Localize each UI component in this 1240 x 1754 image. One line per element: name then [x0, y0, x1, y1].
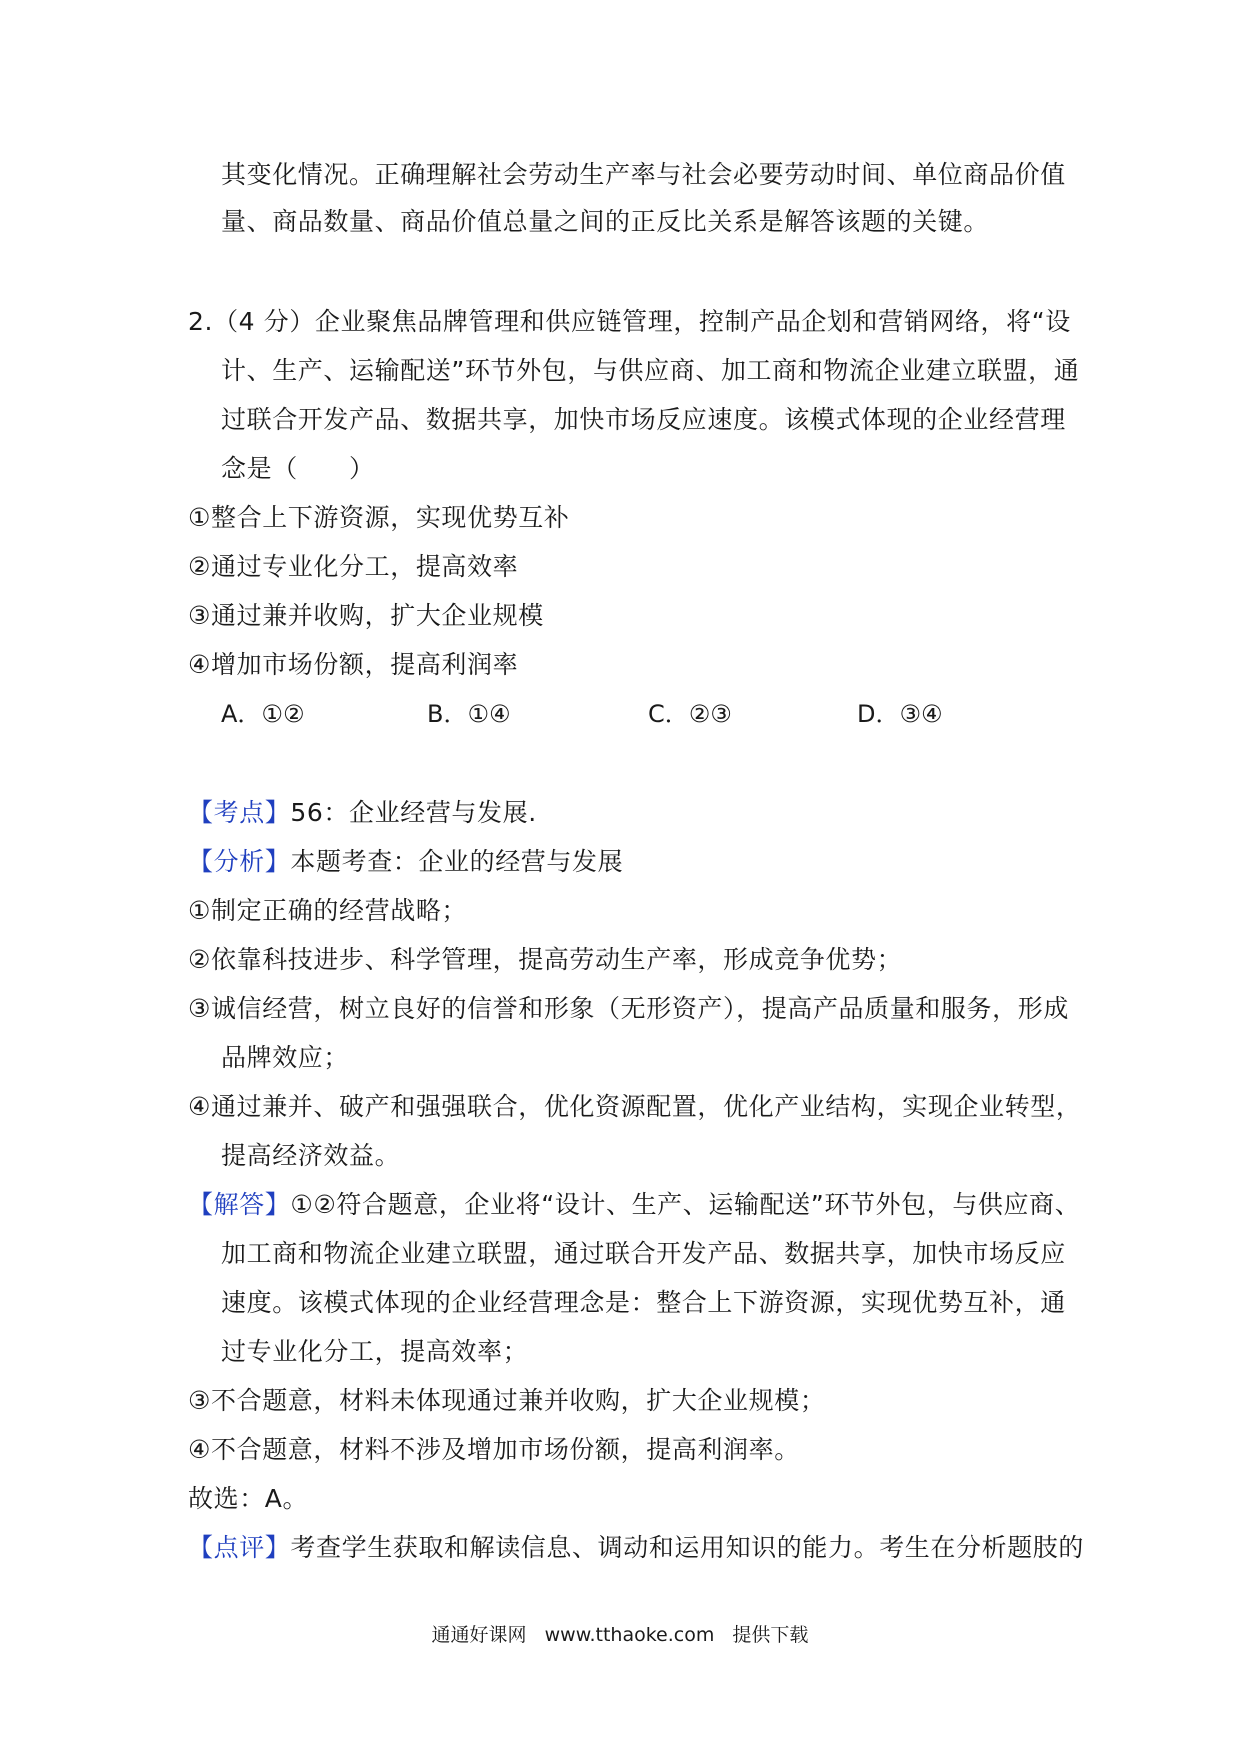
statement-4: ④增加市场份额，提高利润率 [188, 650, 519, 679]
fenxi-item-3: ③诚信经营，树立良好的信誉和形象（无形资产），提高产品质量和服务，形成 [188, 994, 1069, 1023]
option-d [857, 697, 943, 731]
jieda-line-2: 加工商和物流企业建立联盟，通过联合开发产品、数据共享，加快市场反应 [221, 1239, 1066, 1268]
dianping-text: 考查学生获取和解读信息、调动和运用知识的能力。考生在分析题肢的 [290, 1533, 1085, 1562]
dianping-tag: 【点评】 [188, 1533, 291, 1562]
question-number: 2. [188, 307, 214, 336]
jieda-section [188, 1188, 1080, 1222]
option-b-letter: B． [427, 700, 468, 728]
option-a-value: ①② [261, 700, 305, 728]
jieda-tag: 【解答】 [188, 1190, 291, 1219]
fenxi-tag: 【分析】 [188, 847, 291, 876]
jieda-line-5: ③不合题意，材料未体现通过兼并收购，扩大企业规模； [188, 1386, 826, 1415]
jieda-line-1: ①②符合题意，企业将“设计、生产、运输配送”环节外包，与供应商、 [290, 1190, 1081, 1219]
prev-comment-line-2: 量、商品数量、商品价值总量之间的正反比关系是解答该题的关键。 [221, 207, 990, 236]
question-line-1 [188, 305, 1071, 339]
fenxi-section [188, 845, 623, 879]
fenxi-text: 本题考查：企业的经营与发展 [290, 847, 624, 876]
dianping-section [188, 1531, 1084, 1565]
option-b [427, 697, 511, 731]
option-b-value: ①④ [467, 700, 511, 728]
answer-line: 故选：A。 [188, 1484, 309, 1513]
option-d-letter: D． [857, 700, 900, 728]
jieda-line-6: ④不合题意，材料不涉及增加市场份额，提高利润率。 [188, 1435, 800, 1464]
question-line-3: 过联合开发产品、数据共享，加快市场反应速度。该模式体现的企业经营理 [221, 405, 1066, 434]
option-d-value: ③④ [899, 700, 943, 728]
fenxi-item-1: ①制定正确的经营战略； [188, 896, 468, 925]
kaodian-text: 56：企业经营与发展. [290, 798, 537, 827]
fenxi-item-4-cont: 提高经济效益。 [221, 1141, 401, 1170]
statement-1: ①整合上下游资源，实现优势互补 [188, 503, 570, 532]
jieda-line-3: 速度。该模式体现的企业经营理念是：整合上下游资源，实现优势互补，通 [221, 1288, 1066, 1317]
kaodian-tag: 【考点】 [188, 798, 291, 827]
fenxi-item-2: ②依靠科技进步、科学管理，提高劳动生产率，形成竞争优势； [188, 945, 903, 974]
question-line-4: 念是（ ） [221, 454, 375, 483]
kaodian-section [188, 796, 537, 830]
option-a-letter: A． [221, 700, 262, 728]
question-line-2: 计、生产、运输配送”环节外包，与供应商、加工商和物流企业建立联盟，通 [221, 356, 1080, 385]
option-c-value: ②③ [688, 700, 732, 728]
question-score: （4 分） [213, 307, 315, 336]
fenxi-item-3-cont: 品牌效应； [221, 1043, 350, 1072]
page-footer [0, 1622, 1240, 1648]
statement-3: ③通过兼并收购，扩大企业规模 [188, 601, 544, 630]
statement-2: ②通过专业化分工，提高效率 [188, 552, 519, 581]
footer-note: 提供下载 [732, 1624, 809, 1646]
footer-site-name: 通通好课网 [431, 1624, 527, 1646]
option-c [648, 697, 732, 731]
footer-url[interactable]: www.tthaoke.com [544, 1624, 715, 1646]
question-stem-1: 企业聚焦品牌管理和供应链管理，控制产品企划和营销网络，将“设 [314, 307, 1071, 336]
fenxi-item-4: ④通过兼并、破产和强强联合，优化资源配置，优化产业结构，实现企业转型， [188, 1092, 1082, 1121]
option-c-letter: C． [648, 700, 689, 728]
prev-comment-line-1: 其变化情况。正确理解社会劳动生产率与社会必要劳动时间、单位商品价值 [221, 160, 1066, 189]
jieda-line-4: 过专业化分工，提高效率； [221, 1337, 529, 1366]
option-a [221, 697, 304, 731]
